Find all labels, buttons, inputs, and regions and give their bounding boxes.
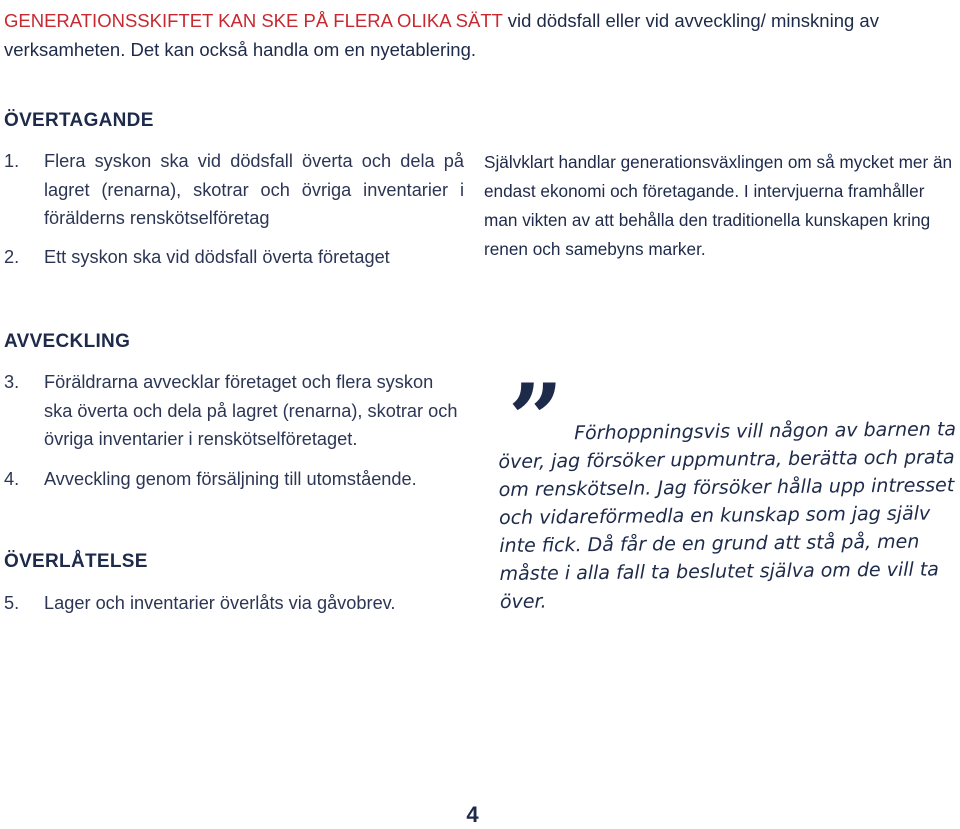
list-number: 3. bbox=[4, 372, 20, 392]
list-text: Avveckling genom försäljning till utomstående. bbox=[44, 469, 417, 489]
testimonial-quote bbox=[498, 415, 960, 616]
list-item-1 bbox=[4, 147, 464, 233]
list-text: Flera syskon ska vid dödsfall överta och dela på lagret (renarna), skotrar och övriga inventarier i förälderns renskötselföretag bbox=[44, 151, 464, 228]
right-paragraph: Självklart handlar generationsväxlingen om så mycket mer än endast ekonomi och företagande. I intervjuerna framhåller man vikten av att behålla den traditionella kunskapen kring renen och samebyns marker. bbox=[484, 152, 953, 259]
quote-mark-icon: ” bbox=[508, 363, 564, 476]
list-item-3 bbox=[4, 368, 464, 454]
list-number: 2. bbox=[4, 247, 20, 267]
list-item-4 bbox=[4, 465, 464, 494]
intro-text: vid dödsfall eller vid avveckling/ minskning av verksamheten. Det kan också handla om en nyetablering. bbox=[4, 10, 879, 60]
heading-overtagande: ÖVERTAGANDE bbox=[4, 110, 154, 131]
list-text: Ett syskon ska vid dödsfall överta företaget bbox=[44, 247, 390, 267]
list-number: 4. bbox=[4, 469, 20, 489]
list-number: 5. bbox=[4, 593, 20, 613]
heading-avveckling: AVVECKLING bbox=[4, 331, 131, 352]
list-text: Lager och inventarier överlåts via gåvobrev. bbox=[44, 593, 396, 613]
list-item-2 bbox=[4, 243, 464, 272]
list-item-5 bbox=[4, 589, 464, 618]
quote-text: Förhoppningsvis vill någon av barnen ta över, jag försöker uppmuntra, berätta och prata om renskötseln. Jag försöker hålla upp intresset och vidareförmedla en kunskap som jag själv inte fick. Då får de en grund att stå på, men måste i alla fall ta beslutet själva om de vill ta över. bbox=[498, 418, 957, 613]
list-text: Föräldrarna avvecklar företaget och flera syskon ska överta och dela på lagret (renarna), skotrar och övriga inventarier i renskötselföretaget. bbox=[44, 372, 458, 449]
page-number: 4 bbox=[466, 802, 479, 827]
intro-highlight: GENERATIONSSKIFTET KAN SKE PÅ FLERA OLIKA SÄTT bbox=[4, 10, 503, 31]
intro-paragraph bbox=[4, 6, 934, 64]
list-number: 1. bbox=[4, 151, 20, 171]
heading-overlatelse: ÖVERLÅTELSE bbox=[4, 551, 148, 572]
